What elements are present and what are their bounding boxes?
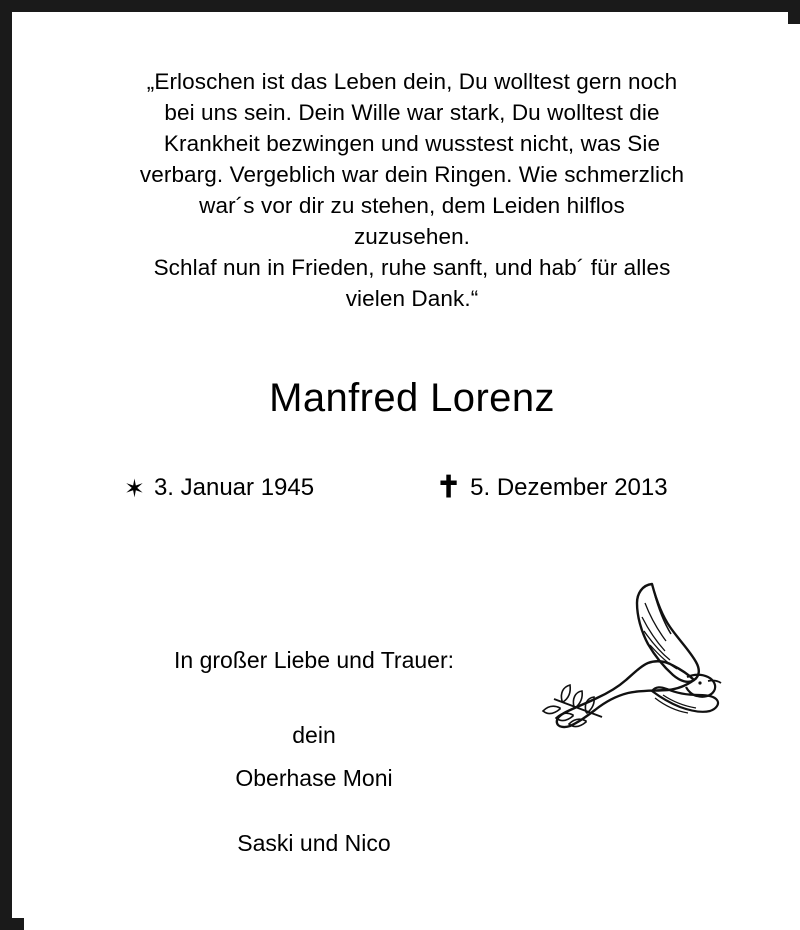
dove-with-olive-branch-icon [524, 559, 749, 784]
birth-date: 3. Januar 1945 [153, 474, 315, 501]
mourners-list [84, 714, 544, 865]
birth-date-block [124, 472, 314, 504]
mourner-item: Oberhase Moni [235, 765, 393, 791]
verse-line: Krankheit bezwingen und wusstest nicht, was Sie [163, 131, 661, 156]
death-date-block [436, 472, 668, 504]
deceased-name: Manfred Lorenz [269, 376, 555, 420]
death-date: 5. Dezember 2013 [470, 474, 668, 501]
obituary-inner-card [24, 24, 800, 930]
memorial-verse [84, 66, 740, 314]
mourner-item: dein [292, 722, 336, 748]
mourner-item: Saski und Nico [237, 830, 391, 856]
verse-line: Schlaf nun in Frieden, ruhe sanft, und hab´ für alles [153, 255, 671, 280]
latin-cross-of-death-icon: ✝ [436, 470, 462, 504]
verse-line: zuzusehen. [353, 224, 471, 249]
verse-line: verbarg. Vergeblich war dein Ringen. Wie schmerzlich [139, 162, 685, 187]
star-of-birth-icon: ✶ [124, 474, 145, 503]
life-dates [24, 464, 800, 512]
verse-line: vielen Dank.“ [345, 286, 479, 311]
dedication-text: In großer Liebe und Trauer: [174, 647, 454, 673]
verse-line: bei uns sein. Dein Wille war stark, Du wolltest die [164, 100, 660, 125]
verse-line: war´s vor dir zu stehen, dem Leiden hilflos [199, 193, 625, 218]
verse-line: „Erloschen ist das Leben dein, Du wolltest gern noch [146, 69, 678, 94]
